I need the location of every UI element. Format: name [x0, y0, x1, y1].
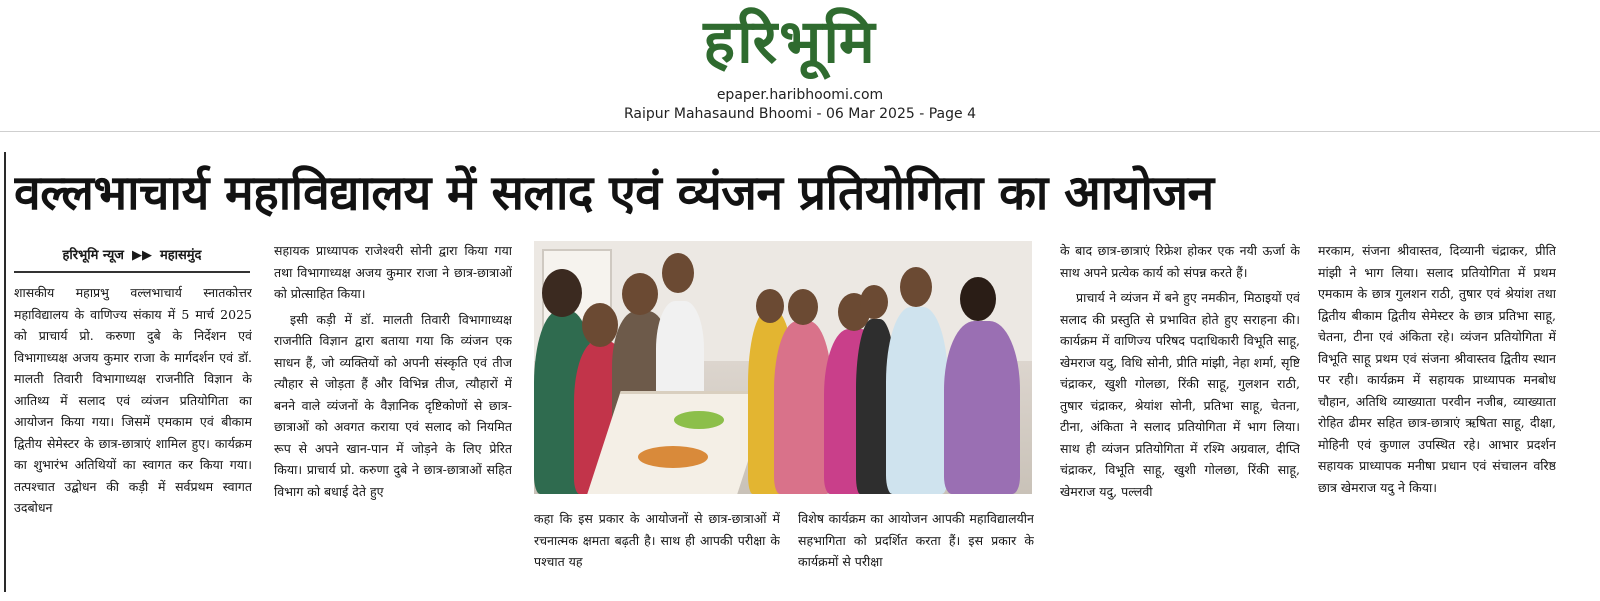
photo-head	[788, 289, 818, 325]
photo-head	[622, 273, 658, 315]
clipping-border	[4, 152, 6, 592]
masthead	[0, 0, 1600, 132]
edition-line: Raipur Mahasaund Bhoomi - 06 Mar 2025 - Page 4	[624, 106, 976, 122]
photo-table	[587, 391, 770, 494]
below-photo-left-text: कहा कि इस प्रकार के आयोजनों से छात्र-छात्राओं में रचनात्मक क्षमता बढ़ती है। साथ ही आपकी परीक्षा के पश्चात यह	[534, 511, 780, 569]
masthead-divider	[0, 131, 1600, 132]
epaper-url: epaper.haribhoomi.com	[716, 87, 884, 103]
below-photo-right-text: विशेष कार्यक्रम का आयोजन आपकी महाविद्यालयीन सहभागिता को प्रदर्शित करता हैं। इस प्रकार के कार्यक्रमों से परीक्षा	[798, 511, 1034, 569]
text-below-photo-right	[798, 508, 1034, 588]
column-2-paragraph-2: इसी कड़ी में डॉ. मालती तिवारी विभागाध्यक्ष राजनीति विज्ञान द्वारा बताया गया कि व्यंजन एक साधन हैं, जो व्यक्तियों को अपनी संस्कृति एवं तीज त्यौहार से जोड़ता हैं और विभिन्न तीज, त्यौहारों में बनने वाले व्यंजनों के वैज्ञानिक दृष्टिकोणों से छात्र-छात्राओं को अवगत कराया एवं सलाद को नियमित रूप से अपने खान-पान में जोड़ने के लिए प्रेरित किया। प्राचार्य प्रो. करुणा दुबे ने छात्र-छात्राओं सहित विभाग को बधाई देते हुए	[274, 311, 512, 499]
photo-head	[542, 269, 582, 317]
byline	[14, 246, 250, 270]
column-4-text: मरकाम, संजना श्रीवास्तव, दिव्यानी चंद्राकर, प्रीति मांझी ने भाग लिया। सलाद प्रतियोगिता में प्रथम एमकाम के छात्र गुलशन राठी, तुषार एवं श्रेयांश तथा द्वितीय बीकाम द्वितीय सेमेस्टर के छात्र प्रतिभा साहू, चेतना, टीना एवं अंकिता रहे। व्यंजन प्रतियोगिता में विभूति साहू प्रथम एवं संजना श्रीवास्तव द्वितीय स्थान पर रही। कार्यक्रम में सहायक प्राध्यापक मनबोध चौहान, अतिथि व्याख्याता परवीन नजीब, व्याख्याता रोहित ढीमर सहित छात्र-छात्राएं ऋषिता साहू, दीक्षा, मोहिनी एवं कुणाल उपस्थित रहे। आभार प्रदर्शन सहायक प्राध्यापक मनीषा प्रधान एवं संचालन वरिष्ठ छात्र खेमराज यदु ने किया।	[1318, 243, 1556, 495]
article-column-4	[1318, 240, 1556, 588]
byline-arrows-icon: ▶▶	[131, 248, 152, 263]
byline-place: महासमुंद	[159, 248, 202, 263]
byline-source: हरिभूमि न्यूज	[62, 248, 124, 263]
photo-head	[756, 289, 784, 323]
event-photo	[534, 241, 1032, 494]
article-column-3	[1060, 240, 1300, 588]
article-column-1	[14, 282, 252, 582]
article-headline: वल्लभाचार्य महाविद्यालय में सलाद एवं व्यंजन प्रतियोगिता का आयोजन	[14, 165, 1214, 221]
photo-dish	[674, 411, 724, 429]
column-3-paragraph-1: के बाद छात्र-छात्राएं रिफ्रेश होकर एक नयी ऊर्जा के साथ अपने प्रत्येक कार्य को संपन्न करते हैं।	[1060, 243, 1300, 280]
column-1-text: शासकीय महाप्रभु वल्लभाचार्य स्नातकोत्तर महाविद्यालय के वाणिज्य संकाय में 5 मार्च 2025 को प्राचार्य प्रो. करुणा दुबे के निर्देशन एवं विभागाध्यक्ष अजय कुमार राजा के मार्गदर्शन एवं डॉ. मालती तिवारी विभागाध्यक्ष राजनीति विज्ञान के आतिथ्य में सलाद एवं व्यंजन प्रतियोगिता का आयोजन किया गया। जिसमें एमकाम एवं बीकाम द्वितीय सेमेस्टर के छात्र-छात्राएं शामिल हुए। कार्यक्रम का शुभारंभ अतिथियों का स्वागत कर किया गया। तत्पश्चात उद्बोधन की कड़ी में सर्वप्रथम स्वागत उदबोधन	[14, 285, 252, 515]
photo-head	[582, 303, 618, 347]
column-3-paragraph-2: प्राचार्य ने व्यंजन में बने हुए नमकीन, मिठाइयों एवं सलाद की प्रस्तुति से प्रभावित होते हुए सराहना की। कार्यक्रम में वाणिज्य परिषद पदाधिकारी विभूति साहू, खेमराज यदु, विधि सोनी, प्रीति मांझी, नेहा शर्मा, सृष्टि चंद्राकर, खुशी गोलछा, रिंकी साहू, गुलशन राठी, तुषार चंद्राकर, श्रेयांश सोनी, प्रतिभा साहू, चेतना, टीना, अंकिता ने सलाद प्रतियोगिता में भाग लिया। साथ ही व्यंजन प्रतियोगिता में रश्मि अग्रवाल, दीप्ति चंद्राकर, विभूति साहू, खुशी गोलछा, रिंकी साहू, खेमराज यदु, पल्लवी	[1060, 290, 1300, 499]
byline-divider	[14, 271, 250, 273]
photo-person	[886, 307, 948, 494]
photo-person	[944, 321, 1020, 494]
photo-head	[662, 253, 694, 293]
photo-head	[960, 277, 996, 321]
photo-head	[900, 267, 932, 307]
photo-dish	[638, 446, 708, 468]
newspaper-logo: हरिभूमि	[703, 7, 877, 77]
photo-head	[860, 285, 888, 319]
column-2-paragraph-1: सहायक प्राध्यापक राजेश्वरी सोनी द्वारा किया गया तथा विभागाध्यक्ष अजय कुमार राजा ने छात्र-छात्राओं को प्रोत्साहित किया।	[274, 243, 512, 301]
article-column-2	[274, 240, 512, 588]
text-below-photo-left	[534, 508, 780, 588]
